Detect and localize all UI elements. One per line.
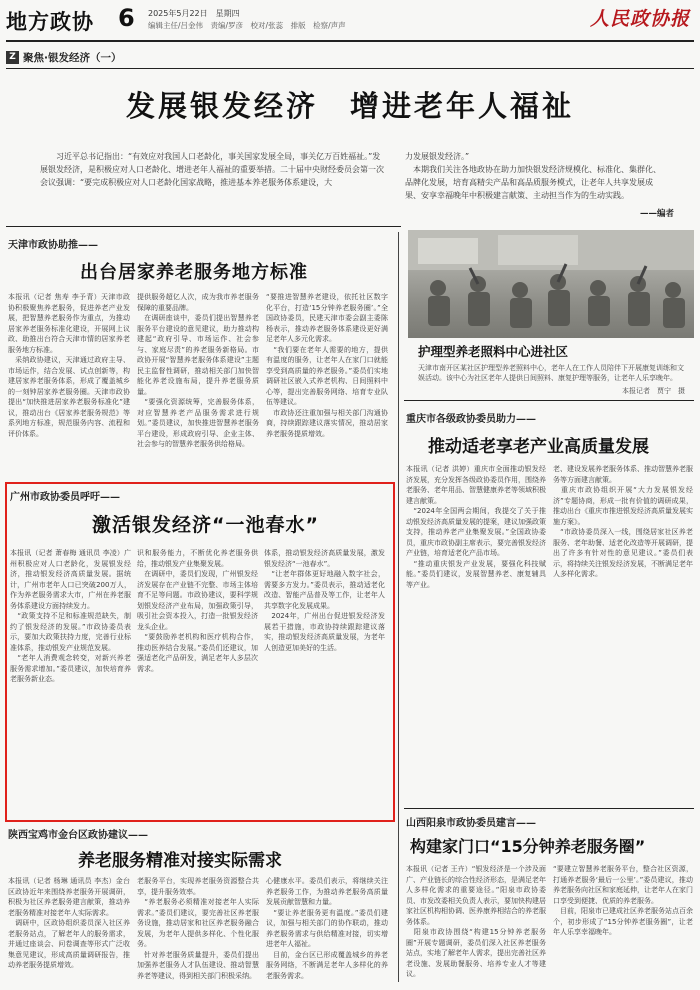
- baoji-title: 养老服务精准对接实际需求: [78, 851, 282, 871]
- guangzhou-col1: 本报讯（记者 萧春梅 通讯员 李凌）广州积极应对人口老龄化，发展银发经济，推动银发经济高质量发展。据统计，广州市老年人口已突破200万人，作为养老服务需求大市，广州在养老服务体系建设方面持续发力。 “政策支持不足和标准规范缺失，制约了银发经济的发展。”市政协委员表示，要加大政策扶持力度，完善行业标准体系，推动银发产业规范发展。 “老年人消费观念转变，对新兴养老服务需求增加。”委员建议，加快培育养老服务新业态。: [10, 549, 131, 683]
- intro-right: 力发展银发经济。” 本期我们关注各地政协在助力加快银发经济规模化、标准化、集群化、品牌化发展，培育高精尖产品和高品质服务模式，让老年人共享发展成果、安享幸福晚年中积极建言献策、主动担当作为的生动实践。: [405, 152, 661, 200]
- column-label: [6, 50, 122, 64]
- tianjin-kicker: 天津市政协助推——: [8, 240, 98, 251]
- guangzhou-kicker: 广州市政协委员呼吁——: [10, 492, 120, 503]
- tianjin-title: 出台居家养老服务地方标准: [80, 262, 308, 283]
- photo-caption: 天津市南开区某社区护理型养老照料中心，老年人在工作人员陪伴下开展康复训练和文娱活动。该中心为社区老年人提供日间照料、康复护理等服务，让老年人乐享晚年。: [418, 364, 684, 382]
- page-number: 6: [118, 4, 135, 32]
- nursing-center-photo: [408, 230, 694, 338]
- guangzhou-col3: 体系，推动银发经济高质量发展，激发银发经济“一池春水”。 “让老年群体更好地融入数字社会，需要多方发力。”委员表示，推动适老化改造、智能产品普及等工作，让老年人共享数字化发展成果。 2024年，广州出台促进银发经济发展若干措施，市政协持续跟踪建议落实，推动银发经济高质量发展，为老年人创造更加美好的生活。: [264, 549, 385, 652]
- column-label-text: 聚焦·银发经济（一）: [23, 51, 122, 64]
- yangquan-title: 构建家门口“15分钟养老服务圈”: [410, 837, 646, 856]
- masthead: [0, 0, 700, 38]
- intro-sign: ——编者: [640, 209, 675, 219]
- chongqing-kicker: 重庆市各级政协委员助力——: [406, 414, 536, 425]
- main-title: 发展银发经济 增进老年人福祉: [125, 89, 574, 123]
- yangquan-kicker: 山西阳泉市政协委员建言——: [406, 818, 536, 829]
- column-rule: [6, 68, 694, 69]
- intro-rule: [6, 226, 401, 227]
- column-badge: Z: [6, 51, 19, 64]
- guangzhou-title: 激活银发经济“一池春水”: [92, 514, 319, 536]
- chongqing-col1: 本报讯（记者 洪婷）重庆市全面推动银发经济发展，充分发挥各级政协委员作用，围绕养老服务、老年用品、智慧健康养老等领域积极建言献策。 “2024年全国两会期间，我提交了关于推动银发经济高质量发展的提案，建议加强政策支持，推动养老产业集聚发展。”全国政协委员，重庆市政协副主席表示，要完善银发经济产业链，培育适老化产品市场。 “推动重庆银发产业发展，要强化科技赋能。”委员们建议，发展智慧养老、康复辅具等产业。: [406, 465, 546, 589]
- masthead-rule: [6, 40, 694, 42]
- tianjin-col2: 提供服务超亿人次，成为我市养老服务保障的重要品牌。 在调研座谈中，委员们提出智慧养老服务平台建设的意见建议，助力推动构建起“政府引导、市场运作、社会参与、家庭尽责”的养老服务新格局。市政协开展“智慧养老服务体系建设”主题民主监督性调研，推动相关部门加快智能化养老设施布局，提升养老服务质量。 “要强化资源统筹，完善服务体系，对应智慧养老产品服务需求进行规划。”委员建议，加快推进智慧养老服务平台建设，形成政府引导、企业主体、社会参与的智慧养老服务供给格局。: [137, 293, 259, 448]
- baoji-kicker: 陕西宝鸡市金台区政协建议——: [8, 830, 148, 841]
- section-name: 地方政协: [6, 9, 94, 34]
- sx-rule: [404, 808, 694, 809]
- yangquan-col1: 本报讯（记者 王卉）“银发经济是一个涉及面广、产业链长的综合性经济形态，是满足老年人多样化需求的重要途径。”阳泉市政协委员、市发改委相关负责人表示，要加快构建居家社区机构相协调、医养康养相结合的养老服务体系。 阳泉市政协围绕“构建15分钟养老服务圈”开展专题调研，委员们深入社区养老服务站点，实地了解老年人需求，提出完善社区养老设施、发展助餐服务、培养专业人才等建议。: [406, 865, 546, 978]
- intro-left: 习近平总书记指出：“有效应对我国人口老龄化，事关国家发展全局，事关亿万百姓福祉。”发展银发经济，是积极应对人口老龄化、增进老年人福祉的重要举措。二十届中央财经委员会第一次会议强调：“要完成积极应对人口老龄化国家战略，推进基本养老服务体系建设，大: [40, 152, 384, 187]
- tianjin-col1: 本报讯（记者 焦寿 李予青）天津市政协积极聚焦养老服务，促进养老产业发展，把智慧养老服务作为重点，为推动居家养老服务标准化建设，开展网上议政、助推出台符合天津市情的居家养老服务地方标准。 采纳政协建议，天津通过政府主导、市场运作，结合发展、试点创新等，构建居家养老服务体系，形成了覆盖城乡的一刻钟居家养老服务圈。天津市政协提出“加快推进居家养老服务标准化”建议，推动出台《居家养老服务规范》等系列地方标准，规范服务内容、流程和评价体系。: [8, 293, 130, 438]
- guangzhou-col2: 识和服务能力，不断优化养老服务供给，推动银发产业集聚发展。 在调研中，委员们发现，广州银发经济发展存在产业链不完整、市场主体培育不足等问题。市政协建议，要科学规划银发经济产业布局，加强政策引导，吸引社会资本投入，打造一批银发经济龙头企业。 “要鼓励养老机构和医疗机构合作，推动医养结合发展。”委员们还建议，加强适老化产品研发，满足老年人多层次需求。: [137, 549, 258, 673]
- tianjin-col3: “要推进智慧养老建设，依托社区数字化平台，打造‘15分钟养老服务圈’。”全国政协委员，民建天津市委会副主委陈杨表示，推动养老服务体系建设更好满足老年人多元化需求。 “我们要在老年人需要的地方，提供有温度的服务，让老年人在家门口就能享受到高质量的养老服务。”委员们实地调研社区嵌入式养老机构、日间照料中心等，提出完善服务网络、培育专业队伍等建议。 市政协还注重加强与相关部门沟通协商，持续跟踪建议落实情况，推动居家养老服务提质增效。: [266, 293, 388, 438]
- photo-credit: 本报记者 贾宁 摄: [622, 387, 685, 395]
- baoji-col3: 心健康水平。委员们表示，将继续关注养老服务工作，为推动养老服务高质量发展贡献智慧和力量。 “要让养老服务更有温度。”委员们建议，加强与相关部门的协作联动，推动养老服务需求与供给精准对接，切实增进老年人福祉。 目前，金台区已形成覆盖城乡的养老服务网络，不断满足老年人多样化的养老服务需求。: [266, 877, 388, 980]
- photo-title: 护理型养老照料中心进社区: [418, 344, 569, 359]
- photo-illustration: [408, 230, 694, 338]
- baoji-col1: 本报讯（记者 杨琳 通讯员 李杰）金台区政协近年来围绕养老服务开展调研，积极为社区养老服务建言献策，推动养老服务精准对接老年人实际需求。 调研中，区政协组织委员深入社区养老服务站点，了解老年人的服务需求，并通过座谈会、问卷调查等形式广泛收集意见建议，形成高质量调研报告，推动养老服务提质增效。: [8, 877, 130, 969]
- newspaper-logo: 人民政协报: [589, 8, 690, 30]
- chongqing-col2: 老、建设发展养老服务体系、推动智慧养老服务等方面建言献策。 重庆市政协组织开展“大力发展银发经济”专题协商，形成一批有价值的调研成果，推动出台《重庆市推进银发经济高质量发展实施方案》。 “市政协委员深入一线，围绕居家社区养老服务、老年助餐、适老化改造等开展调研，提出了许多有针对性的意见建议。”委员们表示，将持续关注银发经济发展，不断满足老年人多样化需求。: [553, 465, 693, 578]
- chongqing-title: 推动适老享老产业高质量发展: [428, 437, 649, 457]
- editor-credits: 编辑主任/吕金伟 责编/罗彦 校对/张蕊 排版 检察/声声: [148, 21, 346, 30]
- date-line: 2025年5月22日 星期四: [148, 9, 240, 18]
- baoji-col2: 老服务平台，实现养老服务资源整合共享，提升服务效率。 “养老服务必须精准对接老年人实际需求。”委员们建议，要完善社区养老服务设施，推动居家和社区养老服务融合发展，为老年人提供多样化、个性化服务。 针对养老服务质量提升，委员们提出加强养老服务人才队伍建设、推动智慧养老等建议，得到相关部门积极采纳。: [137, 877, 259, 980]
- column-divider: [398, 232, 399, 982]
- cq-rule: [404, 400, 694, 401]
- yangquan-col2: “要建立智慧养老服务平台，整合社区资源，打通养老服务‘最后一公里’。”委员建议，推动养老服务向社区和家庭延伸，让老年人在家门口享受到便捷、优质的养老服务。 目前，阳泉市已建成社区养老服务站点百余个，初步形成了“15分钟养老服务圈”，让老年人乐享幸福晚年。: [553, 865, 693, 936]
